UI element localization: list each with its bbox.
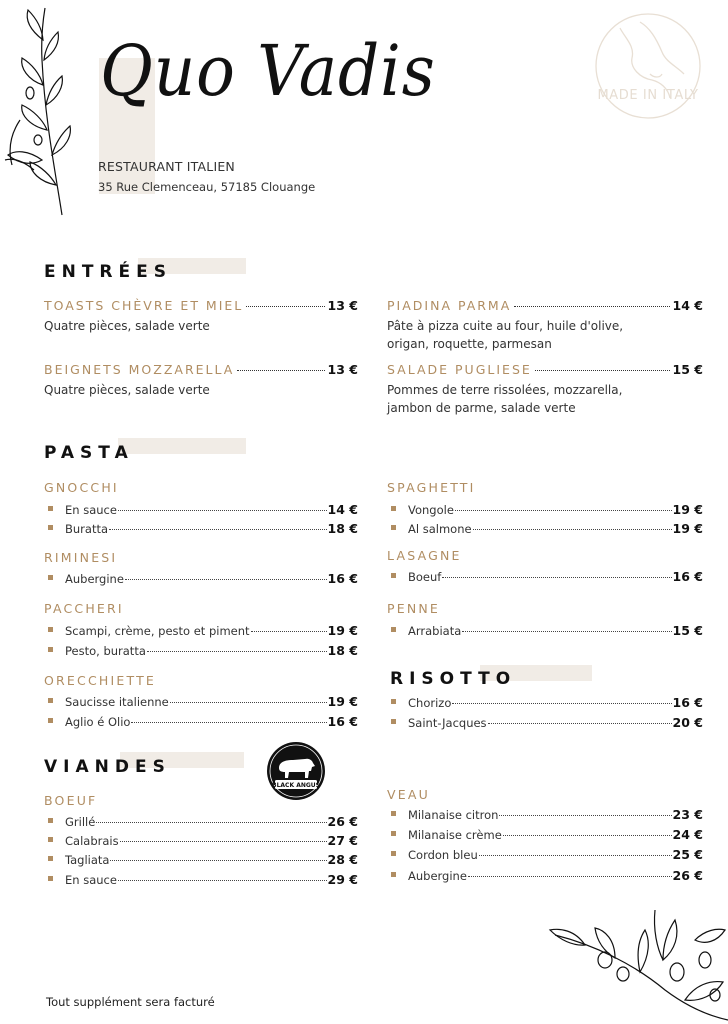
dot-leader [170,702,327,703]
item-description: jambon de parme, salade verte [387,401,576,415]
bullet-icon [48,627,53,632]
dot-leader [96,822,326,823]
bullet-icon [391,851,396,856]
line-name: Grillé [65,815,96,829]
bullet-icon [48,718,53,723]
dot-leader [125,579,327,580]
item-price: 15 € [672,362,703,377]
subsection-lasagne: LASAGNE [387,548,462,563]
line-name: En sauce [65,873,117,887]
dot-leader [237,370,324,371]
footer-note: Tout supplément sera facturé [46,995,215,1009]
dot-leader [503,835,672,836]
line-price: 27 € [327,833,358,848]
black-angus-badge-icon [265,740,327,802]
menu-item [387,362,703,377]
line-price: 19 € [327,694,358,709]
bullet-icon [391,719,396,724]
menu-line [391,695,703,713]
item-name: TOASTS CHÈVRE ET MIEL [44,298,244,313]
dot-leader [131,722,326,723]
restaurant-name: Quo Vadis [100,30,436,112]
menu-line [391,868,703,886]
line-name: Aubergine [408,869,467,883]
item-description: Pommes de terre rissolées, mozzarella, [387,383,623,397]
line-price: 14 € [327,502,358,517]
menu-line [391,847,703,865]
dot-leader [462,631,671,632]
subsection-veau: VEAU [387,787,430,802]
bullet-icon [391,872,396,877]
line-price: 26 € [672,868,703,883]
dot-leader [109,529,327,530]
subsection-boeuf: BOEUF [44,793,98,808]
item-description: Quatre pièces, salade verte [44,383,210,397]
menu-line [391,521,703,539]
restaurant-address: 35 Rue Clemenceau, 57185 Clouange [98,180,316,194]
subsection-spaghetti: SPAGHETTI [387,480,476,495]
line-name: Boeuf [408,570,442,584]
line-price: 20 € [672,715,703,730]
line-name: Pesto, buratta [65,644,146,658]
subsection-gnocchi: GNOCCHI [44,480,119,495]
line-name: Aglio é Olio [65,715,131,729]
line-name: Arrabiata [408,624,462,638]
line-name: Scampi, crème, pesto et piment [65,624,250,638]
line-name: Chorizo [408,696,452,710]
dot-leader [479,855,672,856]
line-price: 19 € [672,502,703,517]
dot-leader [118,880,327,881]
dot-leader [455,510,672,511]
pasta-highlight [118,438,246,454]
menu-line [48,521,358,539]
made-in-italy-stamp-icon [580,8,716,126]
menu-line [391,623,703,641]
menu-line [48,502,358,520]
restaurant-type: RESTAURANT ITALIEN [98,159,235,174]
line-name: Buratta [65,522,109,536]
line-price: 24 € [672,827,703,842]
bullet-icon [391,525,396,530]
item-price: 13 € [327,362,358,377]
stamp-label: MADE IN ITALY [597,88,699,103]
menu-line [391,827,703,845]
line-price: 16 € [672,695,703,710]
menu-line [48,643,358,661]
dot-leader [514,306,669,307]
bullet-icon [391,831,396,836]
badge-label: BLACK ANGUS [272,782,320,789]
dot-leader [468,876,672,877]
line-price: 16 € [672,569,703,584]
line-price: 16 € [327,571,358,586]
subsection-riminesi: RIMINESI [44,550,118,565]
bullet-icon [48,647,53,652]
olive-branch-bottom-icon [545,900,728,1024]
menu-line [48,714,358,732]
dot-leader [110,860,326,861]
dot-leader [251,631,327,632]
line-price: 25 € [672,847,703,862]
section-title-entrees: ENTRÉES [44,262,172,282]
menu-line [391,715,703,733]
item-name: BEIGNETS MOZZARELLA [44,362,235,377]
menu-item [44,298,358,313]
menu-line [48,623,358,641]
bullet-icon [48,856,53,861]
line-name: Calabrais [65,834,119,848]
dot-leader [452,703,671,704]
bullet-icon [48,525,53,530]
bullet-icon [48,506,53,511]
line-name: Vongole [408,503,454,517]
dot-leader [488,723,672,724]
bullet-icon [48,818,53,823]
bullet-icon [391,506,396,511]
bullet-icon [48,876,53,881]
menu-line [391,502,703,520]
olive-branch-top-icon [0,0,110,225]
menu-line [391,569,703,587]
line-price: 18 € [327,521,358,536]
dot-leader [473,529,672,530]
line-name: Tagliata [65,853,110,867]
dot-leader [442,577,671,578]
line-name: Milanaise crème [408,828,502,842]
dot-leader [499,815,671,816]
line-price: 16 € [327,714,358,729]
menu-line [48,872,358,890]
item-price: 13 € [327,298,358,313]
menu-item [44,362,358,377]
line-name: Saint-Jacques [408,716,487,730]
line-name: En sauce [65,503,117,517]
subsection-paccheri: PACCHERI [44,601,124,616]
dot-leader [535,370,670,371]
line-name: Milanaise citron [408,808,499,822]
menu-line [48,852,358,870]
bullet-icon [391,699,396,704]
subsection-orecchiette: ORECCHIETTE [44,673,157,688]
dot-leader [118,510,327,511]
line-price: 28 € [327,852,358,867]
line-price: 18 € [327,643,358,658]
line-name: Aubergine [65,572,124,586]
menu-line [48,694,358,712]
line-name: Al salmone [408,522,472,536]
line-price: 26 € [327,814,358,829]
bullet-icon [48,837,53,842]
line-name: Cordon bleu [408,848,478,862]
item-price: 14 € [672,298,703,313]
menu-line [48,814,358,832]
subsection-penne: PENNE [387,601,441,616]
dot-leader [147,651,327,652]
line-price: 15 € [672,623,703,638]
bullet-icon [391,811,396,816]
dot-leader [120,841,327,842]
section-title-pasta: PASTA [44,443,134,463]
item-description: Quatre pièces, salade verte [44,319,210,333]
dot-leader [246,306,324,307]
bullet-icon [48,575,53,580]
line-price: 19 € [327,623,358,638]
menu-line [48,571,358,589]
menu-line [391,807,703,825]
menu-line [48,833,358,851]
item-description: Pâte à pizza cuite au four, huile d'olive, [387,319,624,333]
bullet-icon [48,698,53,703]
menu-item [387,298,703,313]
item-name: SALADE PUGLIESE [387,362,532,377]
line-price: 23 € [672,807,703,822]
line-name: Saucisse italienne [65,695,169,709]
item-name: PIADINA PARMA [387,298,512,313]
section-title-viandes: VIANDES [44,757,171,777]
bullet-icon [391,627,396,632]
line-price: 29 € [327,872,358,887]
bullet-icon [391,573,396,578]
item-description: origan, roquette, parmesan [387,337,552,351]
line-price: 19 € [672,521,703,536]
section-title-risotto: RISOTTO [390,669,517,689]
